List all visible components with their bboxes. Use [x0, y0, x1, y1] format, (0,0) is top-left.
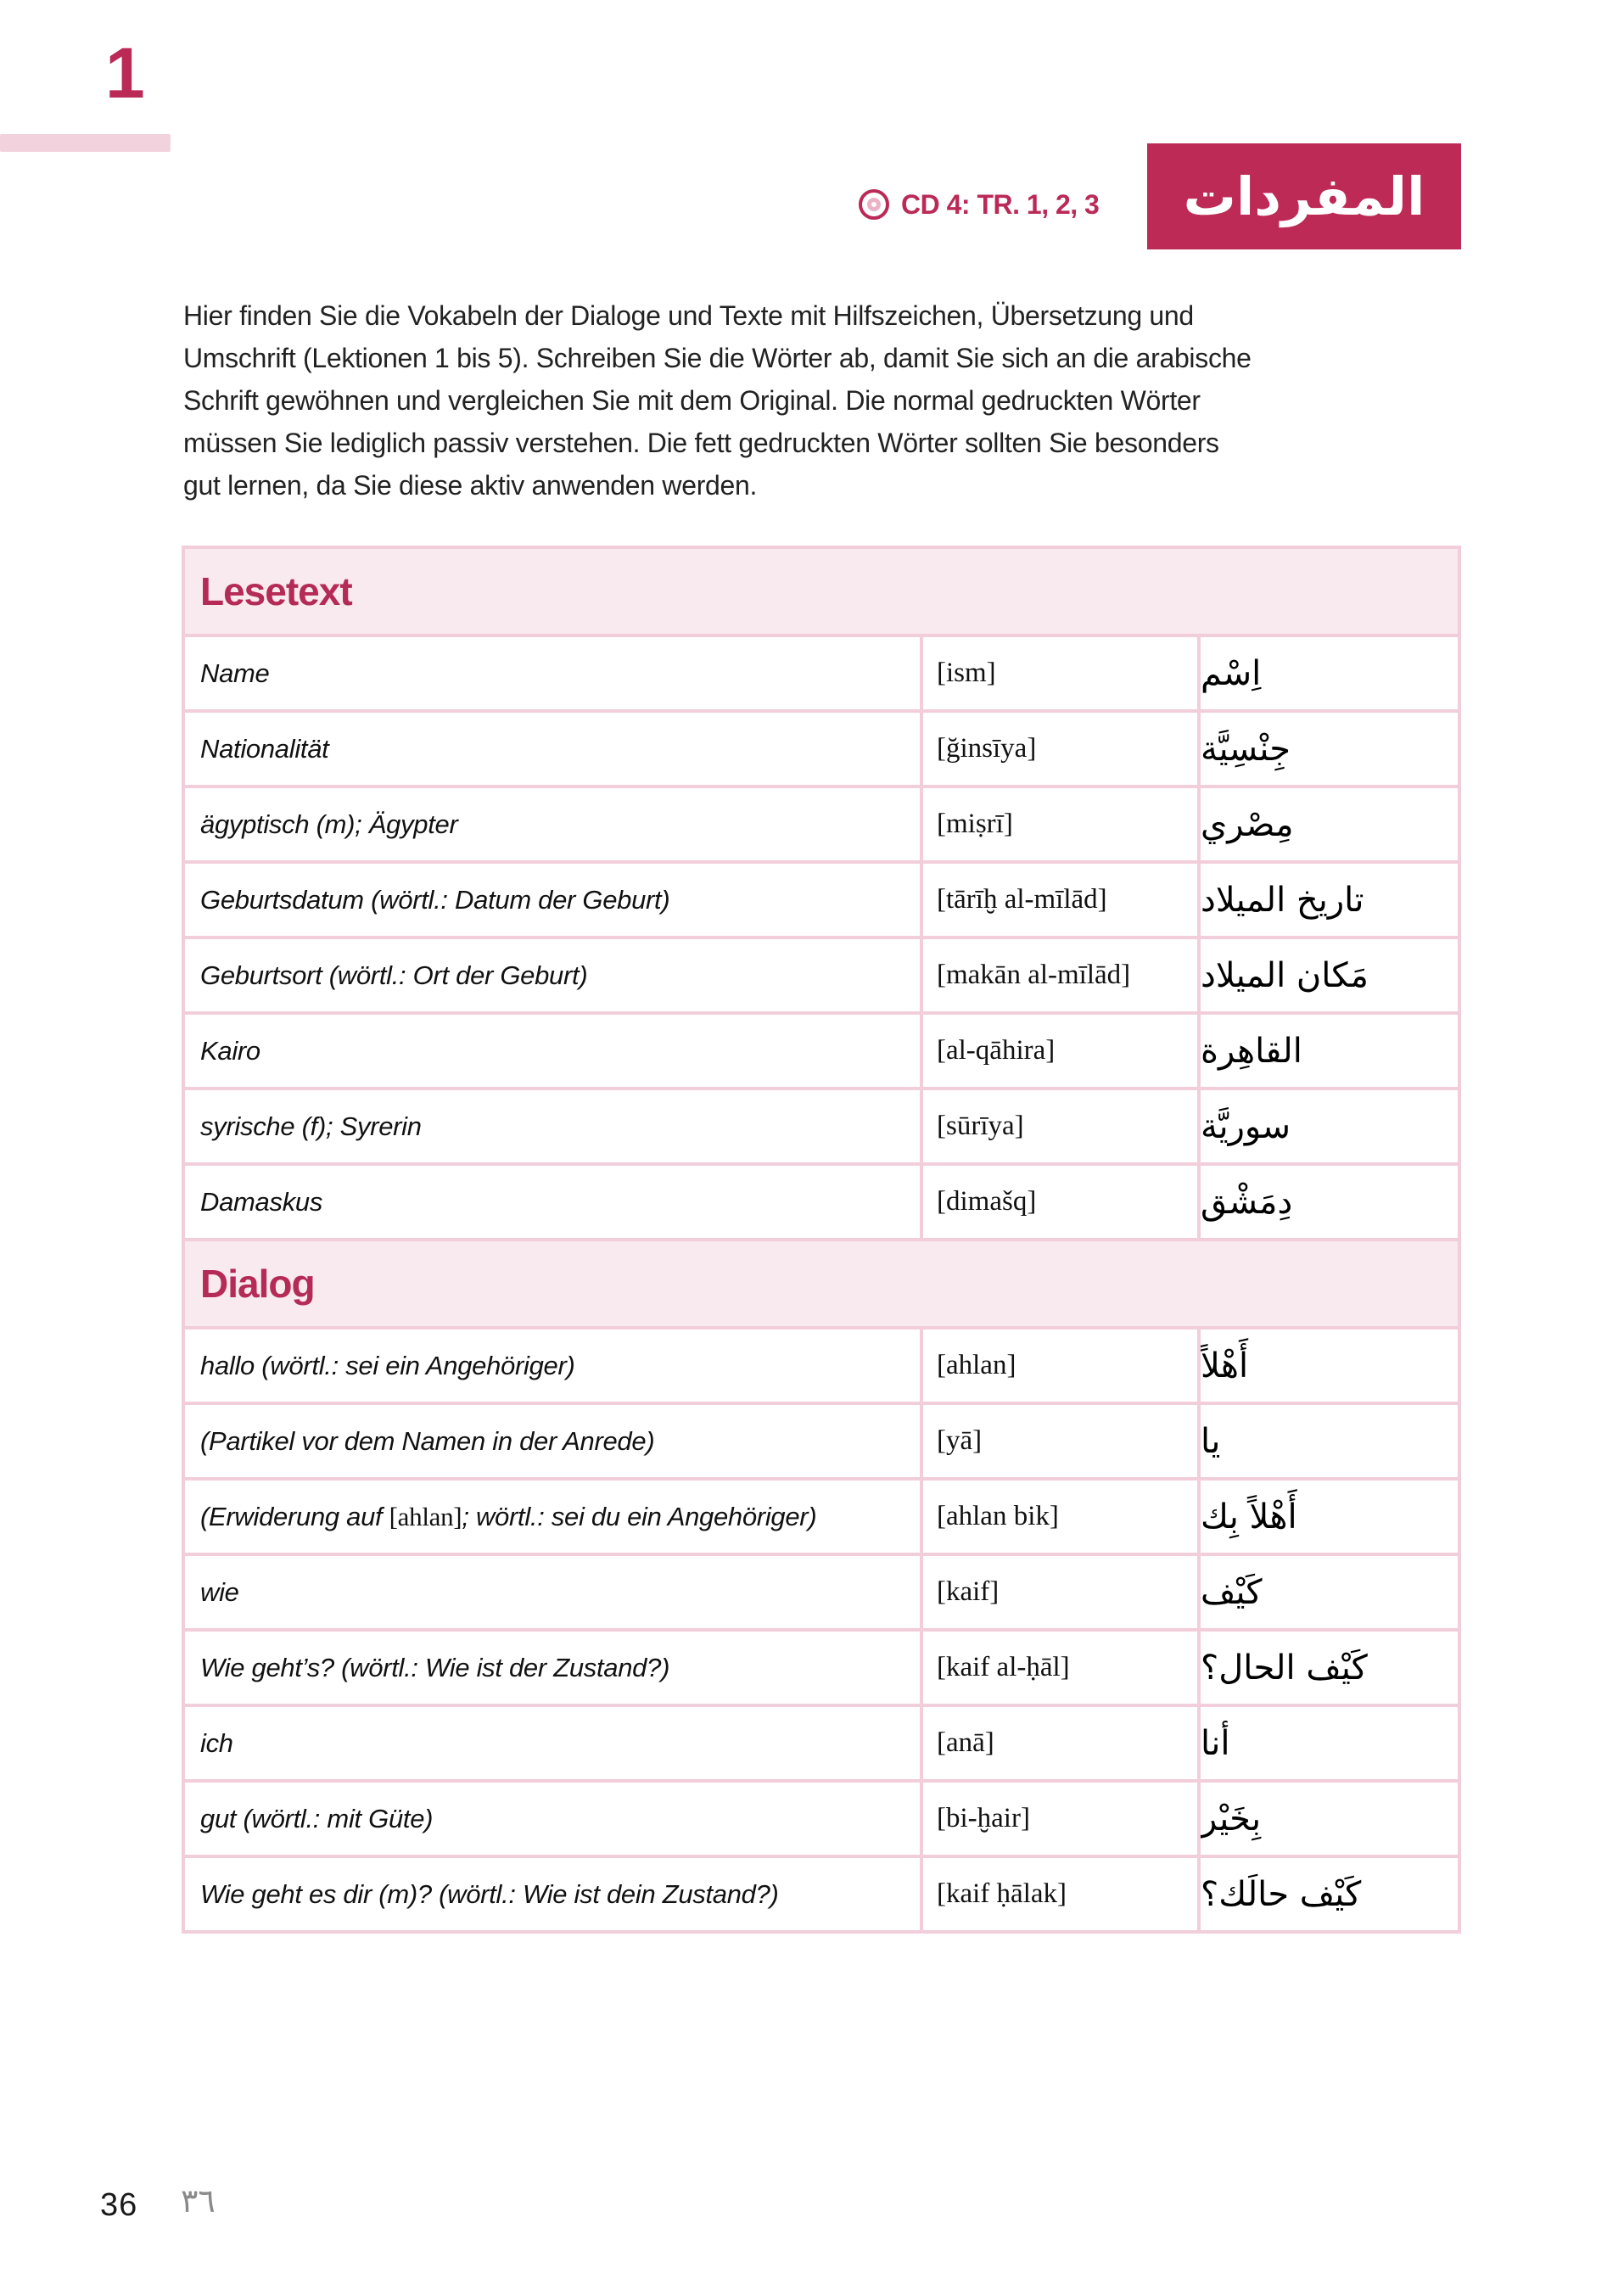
cd-track-label: CD 4: TR. 1, 2, 3: [901, 188, 1100, 220]
german-cell: ich: [185, 1707, 920, 1779]
chapter-accent-bar: [0, 134, 171, 152]
arabic-cell: أَهْلاً بِك: [1201, 1481, 1458, 1553]
transliteration-cell: [kaif ḥālak]: [923, 1858, 1197, 1930]
german-cell: Wie geht es dir (m)? (wörtl.: Wie ist dein Zustand?): [185, 1858, 920, 1930]
section-title: Dialog: [200, 1262, 315, 1306]
german-cell: Nationalität: [185, 713, 920, 785]
german-cell: Geburtsort (wörtl.: Ort der Geburt): [185, 939, 920, 1011]
transliteration-cell: [makān al-mīlād]: [923, 939, 1197, 1011]
cd-track-row: [859, 185, 1099, 224]
arabic-cell: كَيْف الحال؟: [1201, 1632, 1458, 1704]
german-cell: (Partikel vor dem Namen in der Anrede): [185, 1405, 920, 1477]
german-cell: wie: [185, 1556, 920, 1628]
arabic-cell: سوريَّة: [1201, 1090, 1458, 1162]
intro-paragraph: [183, 294, 1439, 507]
arabic-cell: تاريخ الميلاد: [1201, 864, 1458, 936]
table-row: [185, 1090, 1458, 1162]
transliteration-cell: [ğinsīya]: [923, 713, 1197, 785]
table-row: [185, 1166, 1458, 1238]
arabic-cell: مِصْري: [1201, 788, 1458, 860]
page-number-arabic: ٣٦: [181, 2182, 216, 2219]
table-row: [185, 1556, 1458, 1628]
german-cell: Kairo: [185, 1015, 920, 1087]
cd-audio-icon: [859, 189, 889, 220]
vocab-table: [182, 546, 1461, 1934]
german-cell: Geburtsdatum (wörtl.: Datum der Geburt): [185, 864, 920, 936]
vocabulary-banner-arabic-title: المفردات: [1183, 165, 1425, 227]
intro-line: Umschrift (Lektionen 1 bis 5). Schreiben Sie die Wörter ab, damit Sie sich an die arabische: [183, 343, 1252, 373]
table-row: [185, 1405, 1458, 1477]
arabic-cell: بِخَيْر: [1201, 1783, 1458, 1855]
table-row: [185, 1015, 1458, 1087]
vocabulary-banner: [1147, 143, 1461, 249]
arabic-cell: القاهِرة: [1201, 1015, 1458, 1087]
table-row: [185, 1858, 1458, 1930]
transliteration-cell: [yā]: [923, 1405, 1197, 1477]
arabic-cell: كَيْف: [1201, 1556, 1458, 1628]
transliteration-cell: [tārīḫ al-mīlād]: [923, 864, 1197, 936]
german-cell: ägyptisch (m); Ägypter: [185, 788, 920, 860]
arabic-cell: جِنْسِيَّة: [1201, 713, 1458, 785]
arabic-cell: يا: [1201, 1405, 1458, 1477]
transliteration-cell: [kaif]: [923, 1556, 1197, 1628]
table-row: [185, 1329, 1458, 1402]
transliteration-cell: [ahlan]: [923, 1329, 1197, 1402]
section-header: [185, 1241, 1458, 1326]
transliteration-cell: [miṣrī]: [923, 788, 1197, 860]
table-row: [185, 788, 1458, 860]
transliteration-cell: [dimašq]: [923, 1166, 1197, 1238]
german-cell: Damaskus: [185, 1166, 920, 1238]
arabic-cell: أنا: [1201, 1707, 1458, 1779]
intro-line: Hier finden Sie die Vokabeln der Dialoge und Texte mit Hilfszeichen, Übersetzung und: [183, 300, 1194, 331]
table-row: [185, 713, 1458, 785]
table-row: [185, 1481, 1458, 1553]
table-row: [185, 1707, 1458, 1779]
german-cell: (Erwiderung auf [ahlan]; wörtl.: sei du ein Angehöriger): [185, 1481, 920, 1553]
transliteration-cell: [al-qāhira]: [923, 1015, 1197, 1087]
table-row: [185, 939, 1458, 1011]
german-cell: gut (wörtl.: mit Güte): [185, 1783, 920, 1855]
table-row: [185, 637, 1458, 709]
arabic-cell: أَهْلاً: [1201, 1329, 1458, 1402]
table-row: [185, 1783, 1458, 1855]
transliteration-cell: [ahlan bik]: [923, 1481, 1197, 1553]
page-number: 36: [100, 2187, 138, 2223]
transliteration-cell: [kaif al-ḥāl]: [923, 1632, 1197, 1704]
chapter-number: 1: [105, 33, 143, 113]
section-title: Lesetext: [200, 569, 352, 613]
arabic-cell: مَكان الميلاد: [1201, 939, 1458, 1011]
section-header: [185, 549, 1458, 634]
arabic-cell: دِمَشْق: [1201, 1166, 1458, 1238]
german-cell: Wie geht’s? (wörtl.: Wie ist der Zustand?): [185, 1632, 920, 1704]
german-cell: Name: [185, 637, 920, 709]
table-row: [185, 864, 1458, 936]
intro-line: gut lernen, da Sie diese aktiv anwenden werden.: [183, 470, 758, 501]
german-cell: hallo (wörtl.: sei ein Angehöriger): [185, 1329, 920, 1402]
intro-line: müssen Sie lediglich passiv verstehen. Die fett gedruckten Wörter sollten Sie besonders: [183, 428, 1219, 458]
transliteration-cell: [bi-ḫair]: [923, 1783, 1197, 1855]
transliteration-cell: [ism]: [923, 637, 1197, 709]
german-cell: syrische (f); Syrerin: [185, 1090, 920, 1162]
transliteration-cell: [sūrīya]: [923, 1090, 1197, 1162]
arabic-cell: كَيْف حالَك؟: [1201, 1858, 1458, 1930]
intro-line: Schrift gewöhnen und vergleichen Sie mit dem Original. Die normal gedruckten Wörter: [183, 385, 1201, 416]
arabic-cell: اِسْم: [1201, 637, 1458, 709]
transliteration-cell: [anā]: [923, 1707, 1197, 1779]
cd-audio-icon-inner: [867, 198, 881, 211]
table-row: [185, 1632, 1458, 1704]
